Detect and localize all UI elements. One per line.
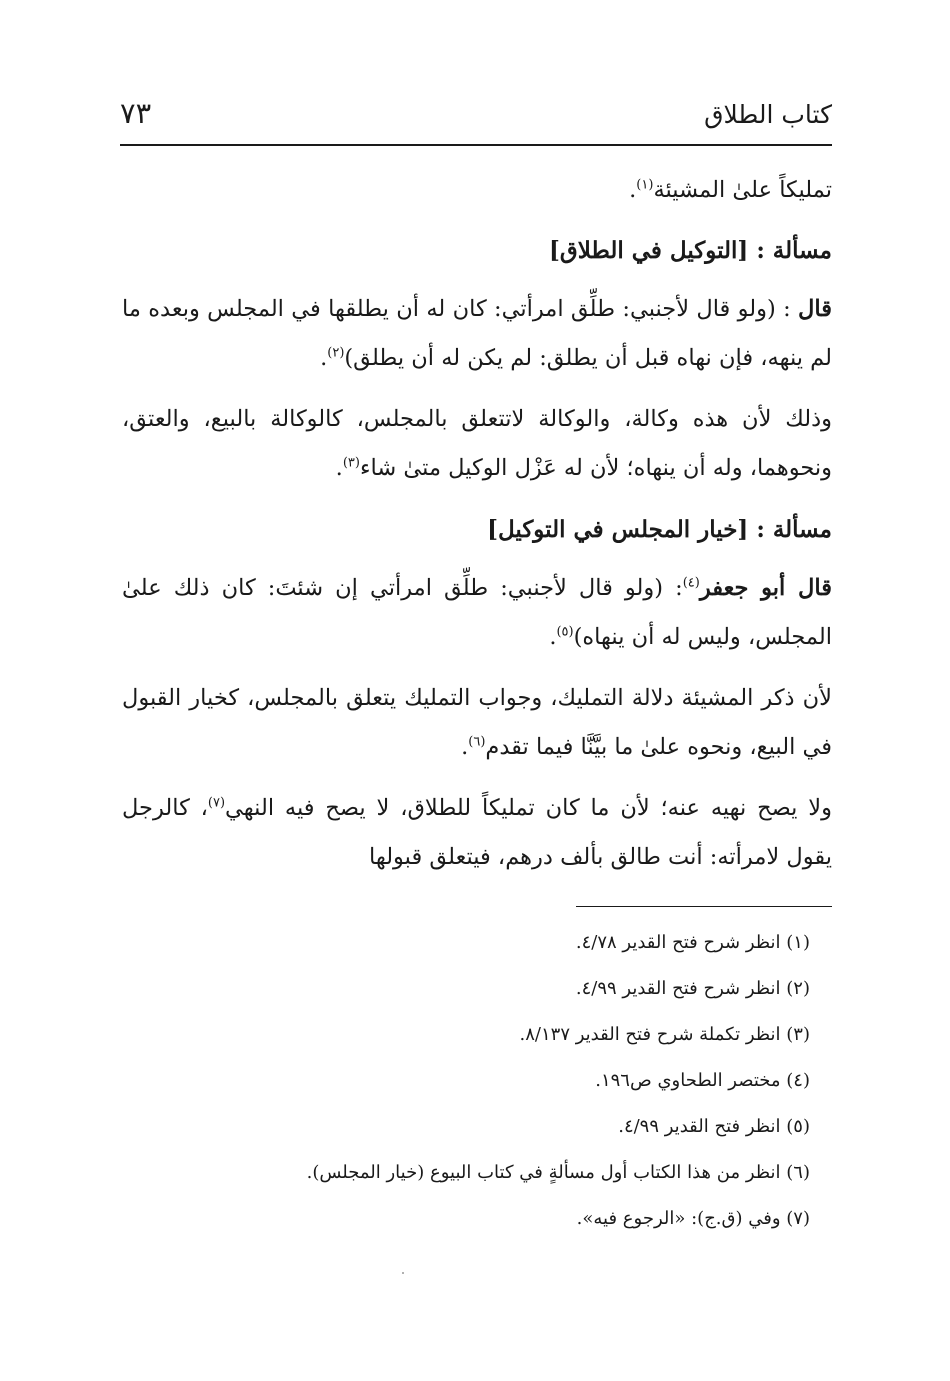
running-header [120, 96, 832, 140]
paragraph-text: تمليكاً علىٰ المشيئة [653, 177, 832, 203]
paragraph-lead: قال [798, 296, 832, 322]
footnote-5: (٥) انظر فتح القدير ٤/٩٩. [618, 1116, 810, 1137]
paragraph-2 [122, 285, 832, 383]
paragraph-6 [122, 784, 832, 882]
footnote-7: (٧) وفي (ق.ج): «الرجوع فيه». [576, 1208, 810, 1229]
paragraph-lead: قال أبو جعفر [699, 575, 833, 601]
footnote-divider [576, 906, 832, 907]
paragraph-text: وذلك لأن هذه وكالة، والوكالة لاتتعلق بالمجلس، كالوكالة بالبيع، والعتق، ونحوهما، وله أن ينهاه؛ لأن له عَزْل الوكيل متىٰ شاء [122, 406, 832, 481]
footnote-2: (٢) انظر شرح فتح القدير ٤/٩٩. [575, 978, 810, 999]
paragraph-tail: ، كالرجل يقول لامرأته: أنت طالق بألف درهم، فيتعلق قبولها [122, 795, 832, 870]
paragraph-tail: . [461, 734, 469, 760]
footnote-1: (١) انظر شرح فتح القدير ٤/٧٨. [575, 932, 810, 953]
paragraph-3 [122, 395, 832, 493]
paragraph-tail: . [320, 345, 328, 371]
footnote-ref: (٤) [682, 575, 700, 591]
footnote-ref: (١) [636, 177, 654, 193]
page-number: ٧٣ [120, 96, 152, 130]
paragraph-tail: . [629, 177, 637, 203]
footnotes [140, 920, 810, 1242]
paragraph-tail: . [335, 455, 343, 481]
paragraph-tail: . [549, 624, 557, 650]
footnote-6: (٦) انظر من هذا الكتاب أول مسألةٍ في كتاب البيوع (خيار المجلس). [306, 1162, 810, 1183]
paragraph-1 [122, 166, 832, 215]
scan-speck [402, 1272, 404, 1274]
paragraph-text: لأن ذكر المشيئة دلالة التمليك، وجواب التمليك يتعلق بالمجلس، كخيار القبول في البيع، ونحوه علىٰ ما بيَّنَّا فيما تقدم [122, 685, 832, 760]
footnote-ref: (٥) [556, 624, 574, 640]
paragraph-text: : (ولو قال لأجنبي: طلِّق امرأتي: كان له أن يطلقها في المجلس وبعده ما لم ينهه، فإن نهاه قبل أن يطلق: لم يكن له أن يطلق) [122, 296, 832, 371]
paragraph-text: : (ولو قال لأجنبي: طلِّق امرأتي إن شئتَ: كان ذلك علىٰ المجلس، وليس له أن ينهاه) [122, 575, 832, 650]
main-text [122, 166, 832, 894]
footnote-ref: (٣) [342, 455, 360, 471]
chapter-title: كتاب الطلاق [704, 100, 832, 129]
footnote-ref: (٧) [207, 795, 226, 811]
section-heading-1: مسألة : [التوكيل في الطلاق] [549, 237, 832, 264]
paragraph-text: ولا يصح نهيه عنه؛ لأن ما كان تمليكاً للطلاق، لا يصح فيه النهي [225, 795, 832, 821]
header-divider [120, 144, 832, 146]
footnote-ref: (٦) [468, 734, 486, 750]
footnote-4: (٤) مختصر الطحاوي ص١٩٦. [595, 1070, 810, 1091]
section-heading-2: مسألة : [خيار المجلس في التوكيل] [487, 516, 832, 543]
footnote-ref: (٢) [327, 345, 345, 361]
paragraph-5 [122, 674, 832, 772]
footnote-3: (٣) انظر تكملة شرح فتح القدير ٨/١٣٧. [519, 1024, 810, 1045]
paragraph-4 [122, 564, 832, 662]
